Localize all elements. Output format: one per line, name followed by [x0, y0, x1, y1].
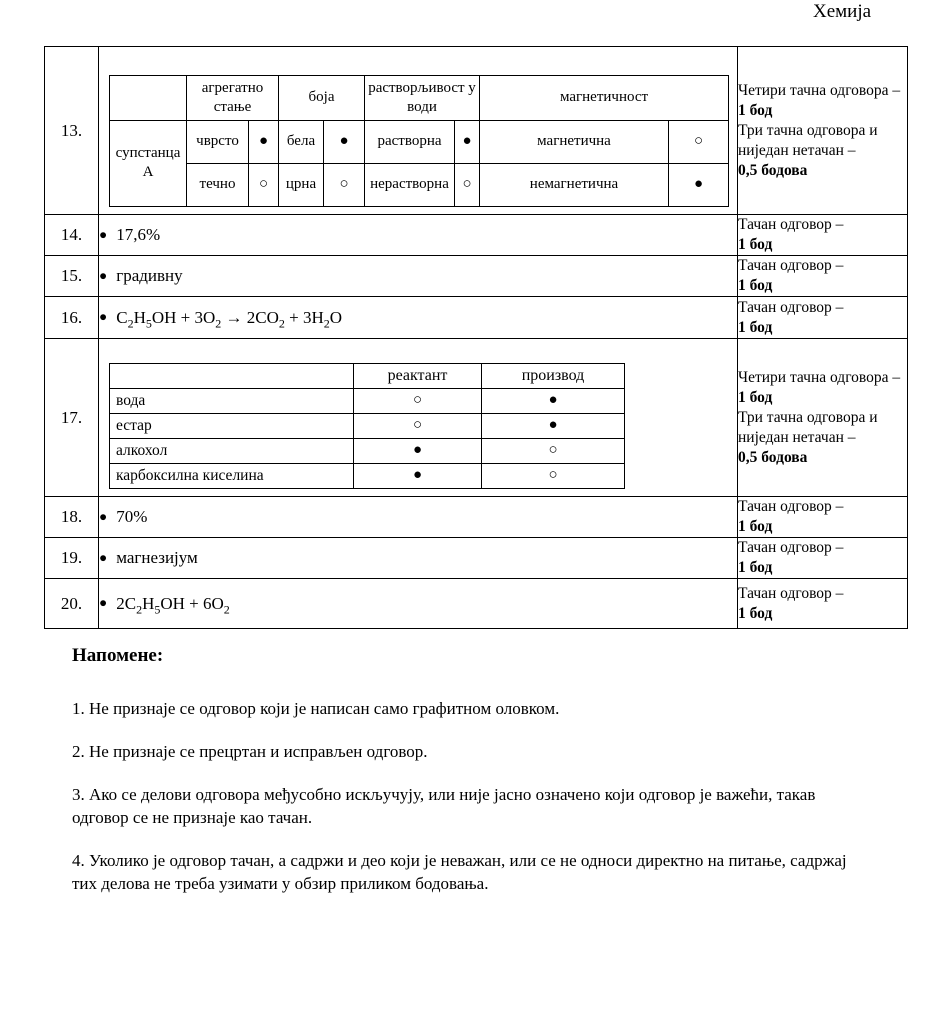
score-line: Тачан одговор –	[738, 216, 844, 233]
q17-header-row	[110, 363, 625, 388]
q13-header-state: агрегатно стање	[187, 75, 279, 120]
note-item-3: 3. Ако се делови одговора међусобно искључују, или није јасно означено који одговор је важећи, такав одговор се не признаје као тачан.	[72, 785, 816, 827]
answer-text: 17,6%	[116, 225, 161, 244]
score-line: Тачан одговор –	[738, 298, 844, 316]
q13-properties-table	[109, 75, 729, 207]
score-line: Три тачна одговора и ниједан нетачан –	[738, 408, 878, 446]
question-row-17	[45, 339, 908, 497]
question-number: 14.	[45, 215, 99, 256]
score-line: Четири тачна одговора –	[738, 368, 901, 386]
q13-substance-label: супстанца А	[110, 120, 187, 206]
q13-header-solubility: растворљивост у води	[365, 75, 480, 120]
note-item-1: 1. Не признаје се одговор који је написан само графитном оловком.	[72, 699, 560, 718]
selected-option-icon: ●	[482, 413, 625, 438]
question-number: 19.	[45, 538, 99, 579]
unselected-option-icon: ○	[354, 388, 482, 413]
score-points: 1 бод	[738, 559, 773, 576]
score-points: 1 бод	[738, 277, 773, 294]
score-cell	[738, 497, 908, 538]
q13-option-label: чврсто	[187, 120, 249, 163]
question-number: 18.	[45, 497, 99, 538]
unselected-option-icon: ○	[482, 463, 625, 488]
note-item-4: 4. Уколико је одговор тачан, а садржи и део који је неважан, или се не односи директно на питање, садржај тих делова не треба узимати у обзир приликом бодовања.	[72, 851, 847, 893]
q13-header-row	[110, 75, 729, 120]
question-number: 15.	[45, 256, 99, 297]
answer-text: градивну	[116, 266, 183, 285]
answer-cell	[99, 297, 738, 339]
answer-cell	[99, 339, 738, 497]
score-line: Тачан одговор –	[738, 257, 844, 274]
score-points: 1 бод	[738, 318, 773, 336]
score-line: Тачан одговор –	[738, 539, 844, 556]
unselected-option-icon: ○	[354, 413, 482, 438]
score-points: 1 бод	[738, 388, 773, 406]
answer-cell	[99, 579, 738, 629]
answer-cell	[99, 47, 738, 215]
answer-formula: $2C_2H_5OH + 6O_2$	[116, 593, 230, 616]
question-row-14	[45, 215, 908, 256]
q13-option-label: растворна	[365, 120, 455, 163]
q17-header-product: производ	[482, 363, 625, 388]
score-cell	[738, 538, 908, 579]
bullet-icon: ●	[99, 595, 108, 611]
unselected-option-icon: ○	[324, 163, 365, 206]
note-item-2: 2. Не признаје се прецртан и исправљен одговор.	[72, 742, 428, 761]
score-cell	[738, 339, 908, 497]
selected-option-icon: ●	[354, 438, 482, 463]
selected-option-icon: ●	[482, 388, 625, 413]
question-number: 13.	[45, 47, 99, 215]
score-cell	[738, 297, 908, 339]
answer-cell	[99, 256, 738, 297]
q17-row-estar	[110, 413, 625, 438]
score-cell	[738, 47, 908, 215]
unselected-option-icon: ○	[249, 163, 279, 206]
bullet-icon: ●	[99, 309, 108, 325]
unselected-option-icon: ○	[455, 163, 480, 206]
question-number: 20.	[45, 579, 99, 629]
score-points: 0,5 бодова	[738, 161, 808, 179]
answer-text: 70%	[116, 507, 148, 526]
q17-reactant-product-table	[109, 363, 625, 489]
score-cell	[738, 256, 908, 297]
selected-option-icon: ●	[249, 120, 279, 163]
q17-row-karboksilna	[110, 463, 625, 488]
q13-option-label: нерастворна	[365, 163, 455, 206]
question-row-19	[45, 538, 908, 579]
q13-option-row	[110, 163, 729, 206]
q17-row-label: алкохол	[110, 438, 354, 463]
q13-option-label: немагнетична	[480, 163, 669, 206]
score-points: 1 бод	[738, 604, 773, 622]
q17-row-label: вода	[110, 388, 354, 413]
question-number: 16.	[45, 297, 99, 339]
bullet-icon: ●	[99, 226, 108, 242]
question-number: 17.	[45, 339, 99, 497]
q17-header-reactant: реактант	[354, 363, 482, 388]
selected-option-icon: ●	[354, 463, 482, 488]
answer-cell	[99, 215, 738, 256]
q13-option-label: магнетична	[480, 120, 669, 163]
answer-cell	[99, 538, 738, 579]
bullet-icon: ●	[99, 267, 108, 283]
unselected-option-icon: ○	[482, 438, 625, 463]
score-cell	[738, 215, 908, 256]
selected-option-icon: ●	[669, 163, 729, 206]
notes-section	[72, 645, 867, 915]
selected-option-icon: ●	[455, 120, 480, 163]
question-row-15	[45, 256, 908, 297]
answer-formula: $C_2H_5OH + 3O_2 \to 2CO_2 + 3H_2O$	[116, 307, 343, 330]
q17-row-alkohol	[110, 438, 625, 463]
answer-text: магнезијум	[116, 548, 198, 567]
q17-row-voda	[110, 388, 625, 413]
answer-cell	[99, 497, 738, 538]
score-cell	[738, 579, 908, 629]
q13-option-label: течно	[187, 163, 249, 206]
notes-heading: Напомене:	[72, 645, 164, 666]
score-line: Три тачна одговора и ниједан нетачан –	[738, 121, 878, 159]
q13-option-label: бела	[279, 120, 324, 163]
bullet-icon: ●	[99, 549, 108, 565]
score-line: Четири тачна одговора –	[738, 81, 901, 99]
score-line: Тачан одговор –	[738, 498, 844, 515]
question-row-18	[45, 497, 908, 538]
q17-row-label: естар	[110, 413, 354, 438]
q13-option-row	[110, 120, 729, 163]
score-points: 1 бод	[738, 101, 773, 119]
unselected-option-icon: ○	[669, 120, 729, 163]
q17-header-empty	[110, 363, 354, 388]
score-points: 1 бод	[738, 236, 773, 253]
q13-option-label: црна	[279, 163, 324, 206]
q13-header-empty	[110, 75, 187, 120]
question-row-13	[45, 47, 908, 215]
question-row-20	[45, 579, 908, 629]
q13-header-color: боја	[279, 75, 365, 120]
bullet-icon: ●	[99, 508, 108, 524]
question-row-16	[45, 297, 908, 339]
q13-header-magnetism: магнетичност	[480, 75, 729, 120]
score-points: 0,5 бодова	[738, 448, 808, 466]
score-points: 1 бод	[738, 518, 773, 535]
score-line: Тачан одговор –	[738, 584, 844, 602]
q17-row-label: карбоксилна киселина	[110, 463, 354, 488]
selected-option-icon: ●	[324, 120, 365, 163]
answer-key-table	[44, 46, 908, 629]
page-title: Хемија	[813, 1, 872, 22]
